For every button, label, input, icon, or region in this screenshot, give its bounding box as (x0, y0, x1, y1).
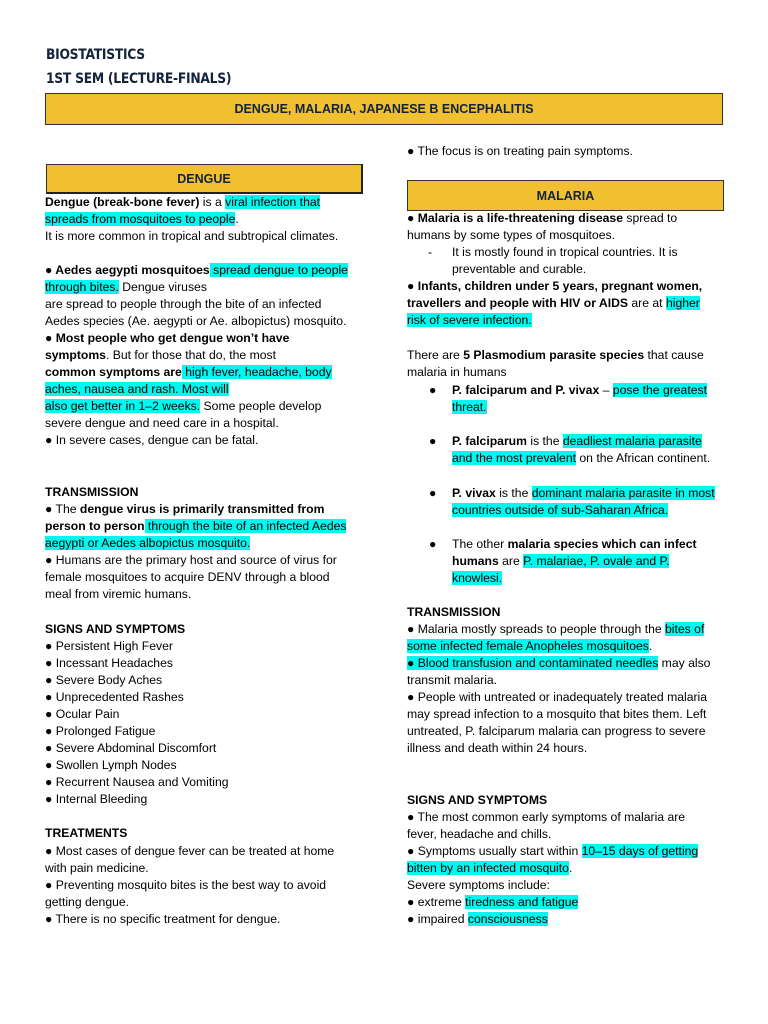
highlight: 10–15 days of getting (581, 844, 699, 858)
highlight: pose the greatest (612, 383, 707, 397)
list-item: ● Ocular Pain (45, 707, 120, 721)
highlight: through bites. (45, 280, 119, 294)
dash-bullet: - (428, 245, 433, 259)
dengue-term: Dengue (break-bone fever) (45, 195, 200, 209)
list-item: ● Prolonged Fatigue (45, 724, 156, 738)
highlight: some infected female Anopheles mosquitoes (407, 639, 649, 653)
section-heading: SIGNS AND SYMPTOMS (407, 793, 548, 807)
highlight: aches, nausea and rash. Most will (45, 382, 229, 396)
list-item: ● Persistent High Fever (45, 639, 173, 653)
section-heading: TRANSMISSION (407, 605, 501, 619)
topic-banner-text: DENGUE, MALARIA, JAPANESE B ENCEPHALITIS (234, 102, 534, 116)
topic-banner (45, 93, 723, 125)
highlight: tiredness and fatigue (465, 895, 579, 909)
malaria-section-title: MALARIA (536, 188, 595, 203)
highlight: consciousness (467, 912, 548, 926)
bullet: ● (429, 537, 437, 551)
dengue-section-title: DENGUE (177, 171, 231, 186)
highlight: viral infection that (225, 195, 321, 209)
highlight: countries outside of sub-Saharan Africa. (452, 503, 669, 517)
highlight: and the most prevalent (452, 451, 576, 465)
bullet: ● (429, 486, 437, 500)
continued-line: ● The focus is on treating pain symptoms. (407, 144, 633, 158)
highlight: high fever, headache, body (181, 365, 332, 379)
highlight: risk of severe infection. (407, 313, 532, 327)
list-item: ● Incessant Headaches (45, 656, 173, 670)
list-item: ● Recurrent Nausea and Vomiting (45, 775, 229, 789)
list-item: ● Severe Body Aches (45, 673, 163, 687)
highlight: bitten by an infected mosquito (407, 861, 569, 875)
highlight: spread dengue to people (209, 263, 348, 277)
highlight: dominant malaria parasite in most (531, 486, 715, 500)
highlight: bites of (665, 622, 705, 636)
course-title: BIOSTATISTICS (46, 47, 145, 63)
section-heading: TRANSMISSION (45, 485, 139, 499)
highlight: P. malariae, P. ovale and P. (523, 554, 670, 568)
malaria-section-header (407, 180, 724, 211)
highlight: also get better in 1–2 weeks. (45, 399, 201, 413)
list-item: ● Swollen Lymph Nodes (45, 758, 177, 772)
highlight: Blood transfusion and contaminated needles (414, 656, 659, 670)
section-heading: SIGNS AND SYMPTOMS (45, 622, 186, 636)
highlight: threat. (452, 400, 487, 414)
list-item: ● Severe Abdominal Discomfort (45, 741, 217, 755)
semester-title: 1ST SEM (LECTURE-FINALS) (46, 71, 232, 87)
section-heading: TREATMENTS (45, 826, 128, 840)
dengue-section-header (46, 164, 363, 194)
highlight: deadliest malaria parasite (562, 434, 702, 448)
highlight: through the bite of an infected Aedes (144, 519, 347, 533)
list-item: ● Internal Bleeding (45, 792, 148, 806)
text-line: It is more common in tropical and subtropical climates. (45, 229, 339, 243)
bullet: ● (429, 434, 437, 448)
highlight: higher (665, 296, 700, 310)
list-item: ● Unprecedented Rashes (45, 690, 184, 704)
highlight: aegypti or Aedes albopictus mosquito. (45, 536, 251, 550)
highlight: spreads from mosquitoes to people (45, 212, 236, 226)
bullet: ● (429, 383, 437, 397)
highlight: knowlesi. (452, 571, 503, 585)
